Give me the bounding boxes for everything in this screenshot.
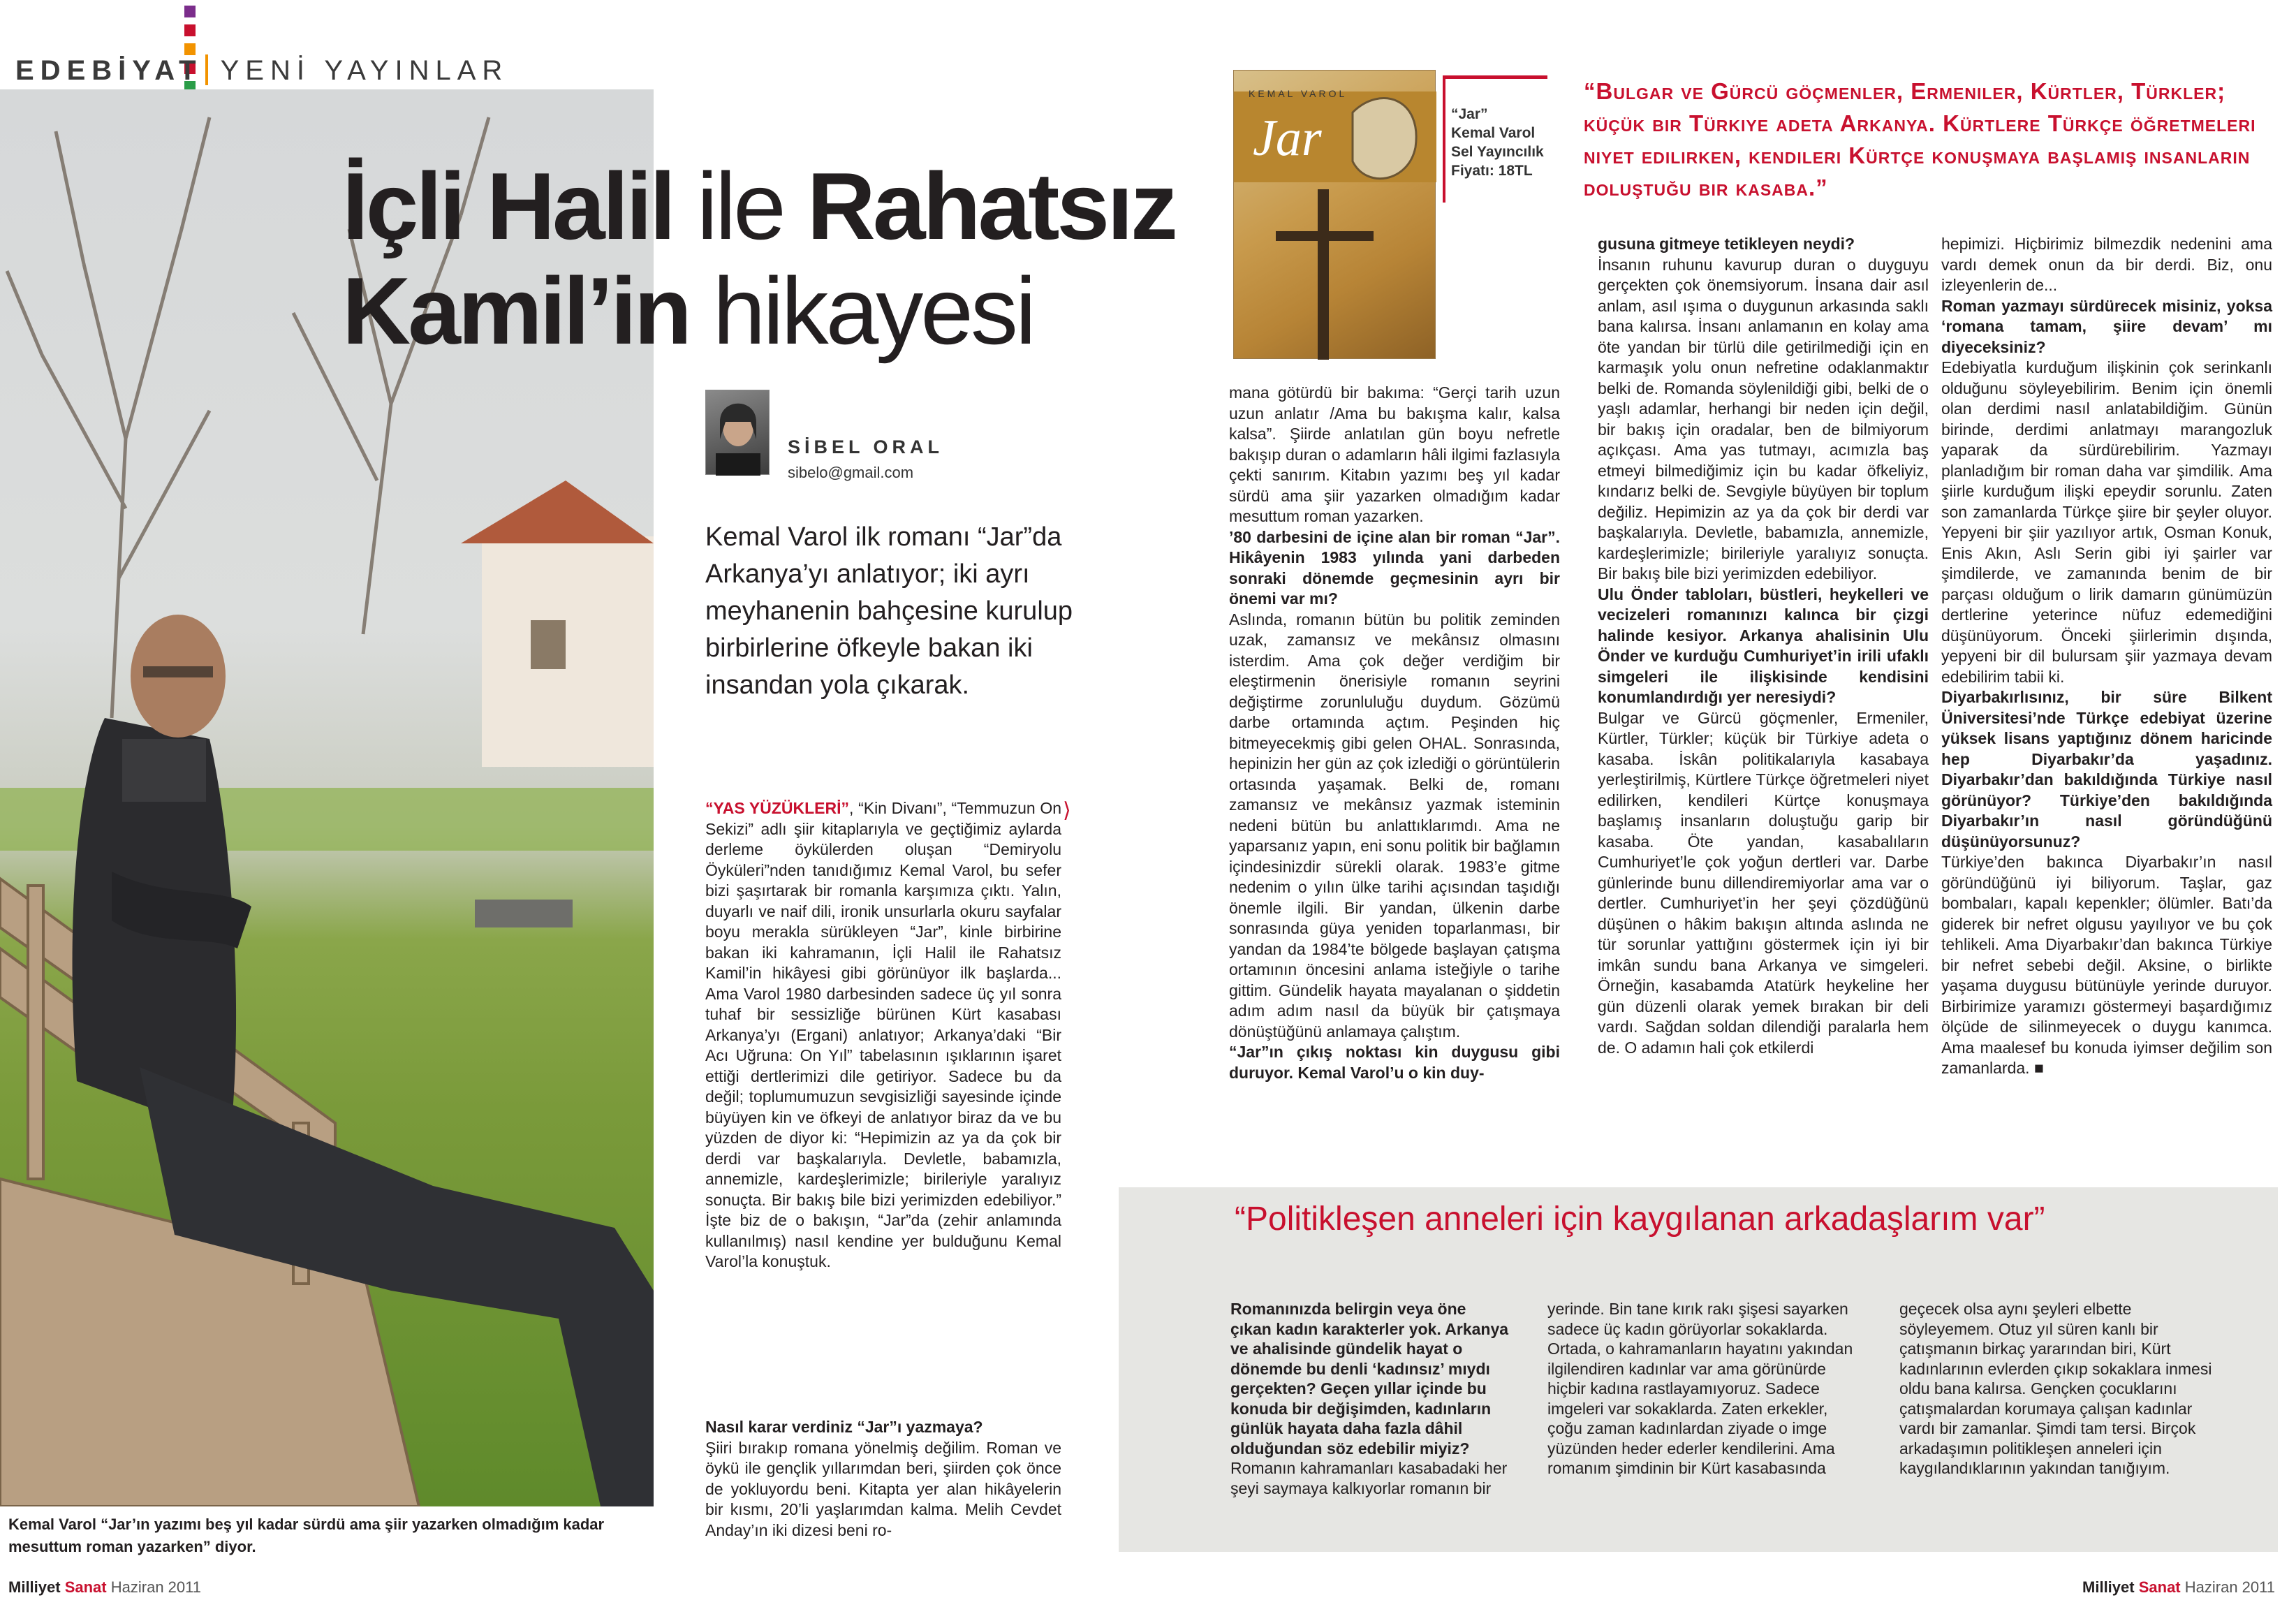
section-divider xyxy=(205,54,208,85)
section-header xyxy=(15,54,508,87)
title-connector: ile xyxy=(672,153,807,259)
book-info-price: Fiyatı: 18TL xyxy=(1451,163,1533,179)
question-5: Roman yazmayı sürdürecek misiniz, yoksa ‘romana tamam, şiire devam’ mı diyeceksiniz? xyxy=(1941,296,2272,356)
article-title xyxy=(342,154,1175,363)
author-avatar xyxy=(705,390,770,475)
title-name-1: İçli Halil xyxy=(342,153,673,259)
question-6: Diyarbakırlısınız, bir süre Bilkent Üniversitesi’nde Türkçe edebiyat üzerine yüksek lisans yaptığınız dönem haricinde hep Diyarbakır’da yaşadınız. Diyarbakır’dan bakıldığında Türkiye nasıl görünüyor? Türkiye’den bakıldığında Diyarbakır’ın nasıl göründüğünü düşünüyorsunuz? xyxy=(1941,688,2272,851)
section-label: EDEBİYAT xyxy=(15,55,203,86)
book-info xyxy=(1451,105,1544,180)
question-4: Ulu Önder tabloları, büstleri, heykelleri ve vecizeleri romanınızı kalınca bir çizgi halinde kesiyor. Arkanya ahalisinin Ulu Önder ve kurduğu Cumhuriyet’in irili ufaklı simgeleri ile ilişkisinde kendisini konumlandırdığı yer neresiydi? xyxy=(1598,585,1929,706)
folio-magazine-right: Milliyet xyxy=(2082,1578,2135,1596)
info-rule-side xyxy=(1443,77,1445,203)
sidebar-column-1 xyxy=(1230,1299,1510,1498)
subsection-label: YENİ YAYINLAR xyxy=(220,55,509,86)
answer-5: Edebiyatla kurduğum ilişkinin çok serinkanlı olduğunu söyleyebilirim. Benim için önemli olan derdimi nasıl anlatabildiğim. Günün birinde, derdimi anlatmayı marangozluk yaparak da sürdürebilirim. Yazmayı planladığım bir roman daha var şimdilik. Ama şiirle kurduğum ilişki epeydir sorunlu. Zaten son zamanlarda Türkçe şiire bir şeyler oluyor. Yepyeni bir şiir yazılıyor artık, Osman Konuk, Enis Akın, Aslı Serin gibi iyi şairler var şimdilerde, ve zamanında benim de bir parçası olduğum o lirik damarın günümüzün dertlerine yeterince nüfuz edemediğini düşünüyorum. Önceki şiirlerimin dışında, yepyeni bir dil bulursam şiir yazmaya devam edebilirim tabii ki. xyxy=(1941,358,2272,686)
folio-magazine: Milliyet xyxy=(8,1578,61,1596)
question-2: ’80 darbesini de içine alan bir roman “Jar”. Hikâyenin 1983 yılında yani darbeden sonraki dönemde geçmesinin ayrı bir önemi var mı? xyxy=(1229,527,1560,608)
folio-section-right: Sanat xyxy=(2138,1578,2181,1596)
question-3-continued: gusuna gitmeye tetikleyen neydi? xyxy=(1598,235,1855,253)
folio-issue-right: Haziran 2011 xyxy=(2184,1578,2275,1596)
folio-issue: Haziran 2011 xyxy=(110,1578,201,1596)
answer-3: İnsanın ruhunu kavurup duran o duyguyu gerçekten çok önemsiyorum. İnsana dair asıl anlam, asıl ışıma o duygunun arkasında saklı bana kalırsa. İnsanı anlamanın en kolay ama öte yandan bir türlü dile getirilmediği için en karmaşık yolu onun nefretine odaklanmaktır belki de. Romanda söylenildiği gibi, belki de o yaşlı adamlar, herhangi bir neden için değil, bir bakış için oradalar, ben de bilmiyorum açıkçası. Ama yas tutmayı, acımızla baş etmeyi bilmediğimiz için bu kadar öfkeliyiz, kındarız belki de. Sevgiyle büyüyen bir toplum değiliz. Hepimizin az ya da çok bir derdi var başkalarıyla. Devletle, babamızla, annemizle, kardeşlerimizle; birileriyle yaralıyız sonuçta. Bir bakış bile bizi yerimizden edebiliyor. xyxy=(1598,255,1929,582)
answer-2: Aslında, romanın bütün bu politik zeminden uzak, zamansız ve mekânsız olmasını isterdim. Ama çok değer verdiğim bir eleştirmenin önerisiyle romanın seyrini değiştirme zorunluluğu duydum. Gözümü darbe ortamında açtım. Peşinden hiç bitmeyecekmiş gibi gelen OHAL. Sonrasında, hepinizin her gün az çok izlediği o görüntülerin ortasında yaşamak. Belki de, romanı zamansız ve mekânsız yazmak isteminin nedeni bütün bu anlattıklarımdı. Ama ne yaparsanız yapın, eni sonu politik bir bağlamın içindesinizdir sürekli olarak. 1983’e gitme nedenim o yılın ülke tarihi açısından taşıdığı önemle ilgili. Bir yandan, ülkenin darbe sonrasında güya yeniden toparlanması, bir yandan da 1984’te bölgede başlayan çatışma ortamının öncesini anlama isteğiyle o tarihe gittim. Gündelik hayata mayalanan o şiddetin adım adım nasıl da büyük bir çatışmaya dönüştüğünü anlamaya çalıştım. xyxy=(1229,610,1560,1041)
author-email[interactable]: sibelo@gmail.com xyxy=(788,464,914,481)
title-name-2: Rahatsız xyxy=(807,153,1175,259)
book-info-author: Kemal Varol xyxy=(1451,125,1536,141)
question-3: “Jar”ın çıkış noktası kin duygusu gibi duruyor. Kemal Varol’u o kin duy- xyxy=(1229,1043,1560,1082)
sidebar-column-3 xyxy=(1899,1299,2228,1479)
accent-swatch-purple xyxy=(184,6,196,17)
scissor-mark-icon: ⟩ xyxy=(1063,799,1071,822)
column-1-interview xyxy=(705,1417,1061,1541)
intro-lead-caps: “YAS YÜZÜKLERİ” xyxy=(705,799,850,817)
avatar-illustration xyxy=(706,390,770,476)
author-name: SİBEL ORAL xyxy=(788,437,944,457)
column-1 xyxy=(705,798,1061,1272)
book-cover-title: Jar xyxy=(1253,110,1322,167)
sidebar-answer-1: Romanın kahramanları kasabadaki her şeyi saymaya kalkıyorlar romanın bir xyxy=(1230,1459,1508,1497)
intro-text: , “Kin Divanı”, “Temmuzun On Sekizi” adlı şiir kitaplarıyla ve geçtiğimiz aylarda derleme öykülerden oluşan “Demiryolu Öyküleri”nden tanıdığımız Kemal Varol, bu sefer bizi şaşırtarak bir romanla karşımıza çıktı. Yalın, duyarlı ve naif dili, ironik unsurlarla okuru sayfalar boyu merakla sürükleyen “Jar”, kinle birbirine bakan iki kahramanın, İçli Halil ile Rahatsız Kamil’in hikâyesi gibi görünüyor ilk başlarda... Ama Varol 1980 darbesinden sadece üç yıl sonra tuhaf bir sessizliğe bürünen Kürt kasabası Arkanya’yı (Ergani) anlatıyor; Arkanya’daki “Bir Acı Uğruna: On Yıl” tabelasının ışıklarının işaret ettiği dertlerimizi dile getiriyor. Sadece bu da değil; toplumumuzun sevgisizliği sayesinde içinde büyüyen kin ve öfkeyi de anlatıyor biraz da ve bu yüzden de diyor ki: “Hepimizin az ya da çok bir derdi var başkalarıyla. Devletle, babamızla, annemizle, kardeşlerimizle; birileriyle yaralıyız sonuçta. Bir bakış bile bizi yerimizden edebiliyor.” İşte biz de o bakışın, “Jar”da (zehir anlamında kullanılmış) nasıl kendine yer bulduğunu Kemal Varol’la konuştuk. xyxy=(705,799,1062,1270)
accent-swatch-orange xyxy=(184,43,196,55)
answer-1-continued: mana götürdü bir bakıma: “Gerçi tarih uzun uzun anlatır /Ama bu bakışma kalır, kalsa kalsa”. Şiirde anlatılan gün boyu nefretle bakışıp duran o adamların hâli ilgimi fazlasıyla çekti sanırım. Kitabın yazımı beş yıl kadar sürdü ama şiir yazarken olmadığım kadar mesuttum roman yazarken. xyxy=(1229,383,1560,525)
sidebar-column-2 xyxy=(1547,1299,1862,1479)
answer-4-continued: hepimizi. Hiçbirimiz bilmezdik nedenini ama vardı demek onun da bir derdi. Biz, onu izleyenlerin de... xyxy=(1941,235,2272,294)
book-info-title: “Jar” xyxy=(1451,106,1488,122)
folio-left xyxy=(8,1578,201,1597)
book-info-publisher: Sel Yayıncılık xyxy=(1451,144,1544,160)
folio-section: Sanat xyxy=(64,1578,107,1596)
column-4 xyxy=(1941,234,2272,1079)
sidebar-answer-2: yerinde. Bin tane kırık rakı şişesi sayarken sadece üç kadın görüyorlar sokaklarda. Ortada, o kahramanların hayatını yakından ilgilendiren kadınlar var ama görünürde hiçbir kadına rastlayamıyoruz. Sadece imgeleri var sokaklarda. Zaten erkekler, çoğu zaman kadınlardan ziyade o imge yüzünden heder ederler kendilerini. Ama romanım şimdinin bir Kürt kasabasında xyxy=(1547,1300,1853,1477)
folio-right xyxy=(2082,1578,2275,1597)
answer-4: Bulgar ve Gürcü göçmenler, Ermeniler, Kürtler, Türkler; küçük bir Türkiye adeta o kasaba. İskân politikalarıyla kasabaya yerleştirilmiş, Kürtlere Türkçe öğretmeleri niyet edilirken, kendileri Kürtçe konuşmaya başlamış insanların doluştuğu garip bir kasaba. Öte yandan, kasabalıların Cumhuriyet’le çok yoğun dertleri var. Darbe günlerinde bunu dillendiremiyorlar ama var o dertler. Cumhuriyet’in her şeyi çözdüğünü düşünen o hâkim bakışın altında aslında ne tür sorunlar yattığını göstermek için iyi bir imkân sundu bana Arkanya ve simgeleri. Örneğin, kasabamda Atatürk heykeline her gün düzenli olarak yemek bırakan bir deli vardı. Sağdan soldan dilendiği paralarla hem de. O adamın hali çok etkilerdi xyxy=(1598,708,1929,1057)
column-3 xyxy=(1598,234,1929,1058)
sidebar-box-title: “Politikleşen anneleri için kaygılanan arkadaşlarım var” xyxy=(1235,1201,2045,1238)
title-suffix: hikayesi xyxy=(689,258,1034,364)
title-name-3: Kamil’in xyxy=(342,258,689,364)
answer-1: Şiiri bırakıp romana yönelmiş değilim. Roman ve öykü ile gençlik yıllarımdan beri, şiirden çok önce de yokluyordu beni. Kitapta yer alan hikâyelerin bir kısmı, 20’li yaşlarımdan kalma. Melih Cevdet Anday’ın iki dizesi beni ro- xyxy=(705,1438,1061,1539)
book-cover-author: KEMAL VAROL xyxy=(1249,88,1348,99)
photo-caption: Kemal Varol “Jar’ın yazımı beş yıl kadar sürdü ama şiir yazarken olmadığım kadar mesuttum roman yazarken” diyor. xyxy=(8,1516,605,1555)
intro-paragraph xyxy=(705,798,1061,1272)
info-rule-top xyxy=(1443,75,1547,79)
sidebar-question: Romanınızda belirgin veya öne çıkan kadın karakterler yok. Arkanya ve ahalisinde gündelik hayat o dönemde bu denli ‘kadınsız’ mıydı gerçekten? Geçen yıllar içinde bu konuda bir değişimden, kadınların günlük hayata daha fazla dâhil olduğundan söz edebilir miyiz? xyxy=(1230,1300,1509,1458)
pull-quote: “Bulgar ve Gürcü göçmenler, Ermeniler, Kürtler, Türkler; küçük bir Türkiye adeta Arkanya. Kürtlere Türkçe öğretmeleri niyet edilirken, kendileri Kürtçe konuşmaya başlamış insanların doluştuğu bir kasaba.” xyxy=(1584,78,2256,200)
answer-6: Türkiye’den bakınca Diyarbakır’ın nasıl göründüğünü iyi biliyorum. Taşlar, gaz bombaları, kapalı kepenkler; ölümler. Batı’da giderek bir nefret olgusu yayılıyor ve bu çok tehlikeli. Ama Diyarbakır’dan bakınca Türkiye bir nefret sebebi değil. Aksine, o birlikte yaşama duygusu bütünüyle yerinde duruyor. Birbirimize yaramızı göstermeyi başardığımız ölçüde de silinmeyecek o duygu kanımca. Ama maalesef bu konuda iyimser değilim son zamanlarda. ■ xyxy=(1941,853,2272,1077)
column-2 xyxy=(1229,383,1560,1083)
question-1: Nasıl karar verdiniz “Jar”ı yazmaya? xyxy=(705,1418,983,1436)
accent-swatch-red xyxy=(184,24,196,36)
article-lead: Kemal Varol ilk romanı “Jar”da Arkanya’yı anlatıyor; iki ayrı meyhanenin bahçesine kurulup birbirlerine öfkeyle bakan iki insandan yola çıkarak. xyxy=(705,522,1073,700)
sidebar-answer-3: geçecek olsa aynı şeyleri elbette söyleyemem. Otuz yıl süren kanlı bir çatışmanın birkaç yararından biri, Kürt kadınlarının evlerden çıkıp sokaklara inmesi oldu bana kalırsa. Gençken çocuklarını çatışmalardan korumaya çalışan kadınlar vardı bir zamanlar. Şimdi tam tersi. Birçok arkadaşımın politikleşen anneleri için kaygılandıklarının yakından tanığıyım. xyxy=(1899,1300,2212,1477)
